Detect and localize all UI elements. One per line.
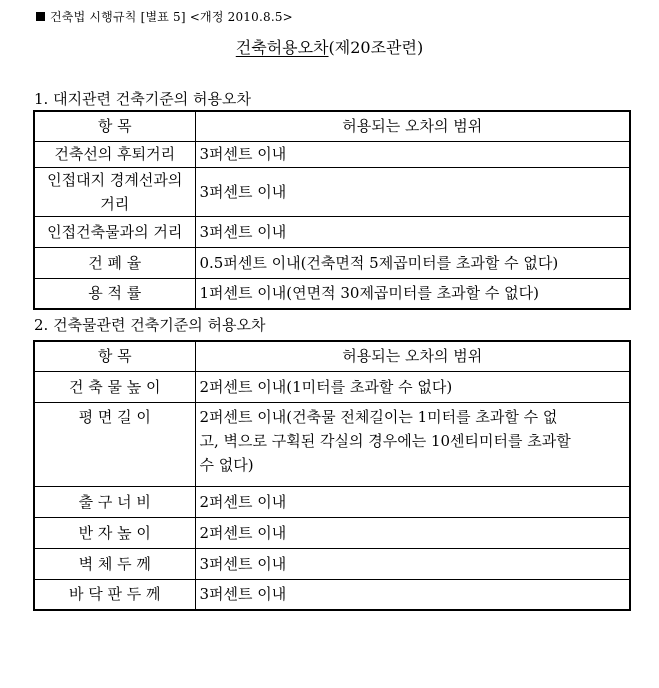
item-cell: 출 구 너 비	[34, 486, 195, 517]
table-header-row	[34, 341, 630, 371]
table-row	[34, 402, 630, 486]
header-note-text: 건축법 시행규칙 [별표 5] <개정 2010.8.5>	[50, 10, 293, 24]
range-cell: 0.5퍼센트 이내(건축면적 5제곱미터를 초과할 수 없다)	[195, 247, 630, 278]
table-row	[34, 371, 630, 402]
item-line: 거리	[100, 194, 130, 213]
item-cell: 건 축 물 높 이	[34, 371, 195, 402]
col-range-header: 허용되는 오차의 범위	[195, 111, 630, 141]
table-header-row	[34, 111, 630, 141]
table-row	[34, 517, 630, 548]
table-row	[34, 486, 630, 517]
range-cell: 3퍼센트 이내	[195, 579, 630, 610]
range-line: 2퍼센트 이내(건축물 전체길이는 1미터를 초과할 수 없	[199, 407, 558, 426]
table-row	[34, 278, 630, 309]
range-cell: 3퍼센트 이내	[195, 216, 630, 247]
table-row	[34, 216, 630, 247]
range-cell: 2퍼센트 이내	[195, 486, 630, 517]
item-cell: 벽 체 두 께	[34, 548, 195, 579]
header-note	[36, 8, 293, 25]
section2-table	[33, 340, 631, 611]
section1-table	[33, 110, 631, 310]
document-title	[0, 35, 659, 58]
item-cell: 인접건축물과의 거리	[34, 216, 195, 247]
range-cell: 3퍼센트 이내	[195, 141, 630, 167]
item-cell: 건 폐 율	[34, 247, 195, 278]
item-cell: 바 닥 판 두 께	[34, 579, 195, 610]
range-cell: 2퍼센트 이내	[195, 517, 630, 548]
range-cell: 1퍼센트 이내(연면적 30제곱미터를 초과할 수 없다)	[195, 278, 630, 309]
col-item-header: 항 목	[34, 111, 195, 141]
range-line: 고, 벽으로 구획된 각실의 경우에는 10센티미터를 초과할	[199, 431, 571, 450]
item-cell	[34, 167, 195, 216]
col-range-header: 허용되는 오차의 범위	[195, 341, 630, 371]
table-row	[34, 548, 630, 579]
range-cell: 3퍼센트 이내	[195, 167, 630, 216]
table-row	[34, 579, 630, 610]
item-line: 인접대지 경계선과의	[47, 170, 183, 189]
range-cell: 3퍼센트 이내	[195, 548, 630, 579]
table-row	[34, 141, 630, 167]
item-cell: 반 자 높 이	[34, 517, 195, 548]
item-cell: 건축선의 후퇴거리	[34, 141, 195, 167]
section2-heading: 2. 건축물관련 건축기준의 허용오차	[34, 316, 266, 334]
section1-heading: 1. 대지관련 건축기준의 허용오차	[34, 90, 251, 108]
range-line: 수 없다)	[199, 455, 254, 474]
table-row	[34, 247, 630, 278]
item-cell: 평 면 길 이	[34, 402, 195, 486]
col-item-header: 항 목	[34, 341, 195, 371]
title-rest: (제20조관련)	[328, 38, 424, 57]
black-square-icon	[36, 12, 45, 21]
table-row	[34, 167, 630, 216]
item-cell: 용 적 률	[34, 278, 195, 309]
range-cell: 2퍼센트 이내(1미터를 초과할 수 없다)	[195, 371, 630, 402]
range-cell	[195, 402, 630, 486]
title-underlined: 건축허용오차	[235, 38, 329, 57]
